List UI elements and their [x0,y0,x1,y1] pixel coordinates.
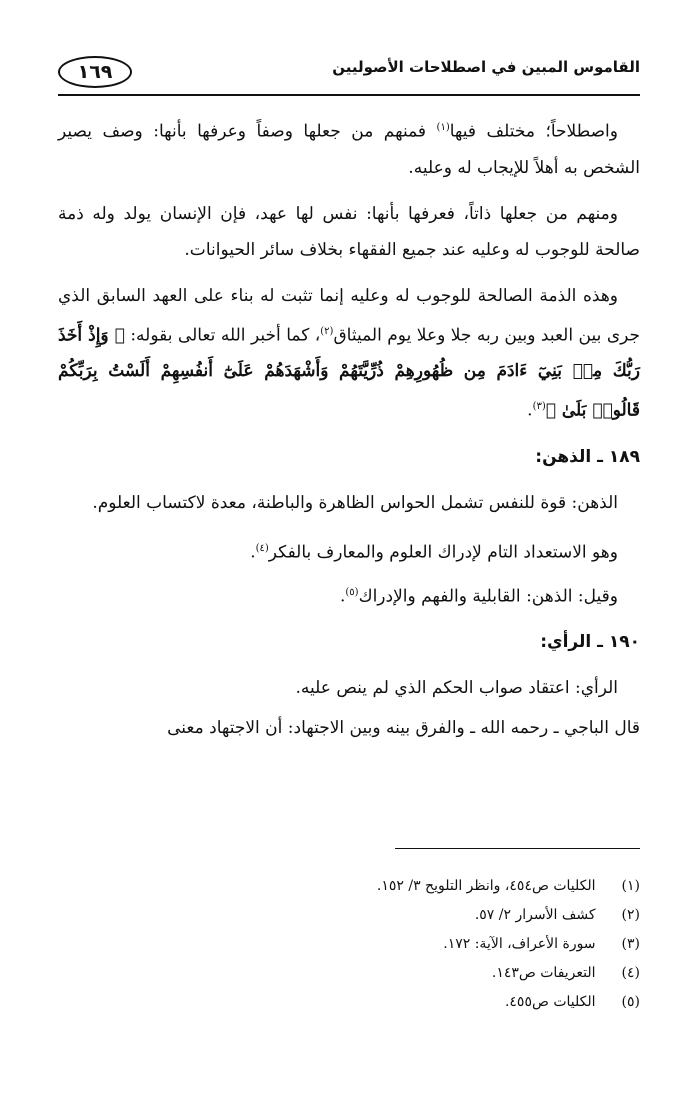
footnotes [58,872,640,1017]
footnote-number: (٤) [621,965,640,981]
paragraph-5-text: وهو الاستعداد التام لإدراك العلوم والمعارف بالفكر [268,542,618,563]
page-header [58,52,640,88]
footnote-text: سورة الأعراف، الآية: ١٧٢. [443,936,596,952]
paragraph-3-text: وهذه الذمة الصالحة للوجوب له وعليه إنما تثبت له بناء على العهد السابق الذي جرى بين العبد وبين ربه جلا وعلا يوم الميثاق [58,285,641,346]
quran-verse: ﴿ وَإِذْ أَخَذَ رَبُّكَ مِنۢ بَنِيٓ ءَادَمَ مِن ظُهُورِهِمْ ذُرِّيَّتَهُمْ وَأَشْهَدَهُمْ عَلَىٰٓ أَنفُسِهِمْ أَلَسْتُ بِرَبِّكُمْ قَالُوا۟ بَلَىٰ ﴾ [58,325,640,421]
paragraph-1-rest: فمنهم من جعلها وصفاً وعرفها بأنها: وصف يصير الشخص به أهلاً للإيجاب له وعليه. [58,121,640,178]
running-title: القاموس المبين في اصطلاحات الأصوليين [332,58,640,76]
paragraph-6 [58,575,640,615]
paragraph-5-end: . [250,542,256,563]
paragraph-1 [58,110,640,186]
paragraph-2: ومنهم من جعلها ذاتاً، فعرفها بأنها: نفس لها عهد، فإن الإنسان يولد وله ذمة صالحة للوجوب له وعليه عند جميع الفقهاء بخلاف سائر الحيوانات. [58,203,640,260]
footnote-text: الكليات ص٤٥٤، وانظر التلويح ٣/ ١٥٢. [376,878,596,894]
paragraph-6-text: وقيل: الذهن: القابلية والفهم والإدراك [358,586,618,607]
footnote-number: (٣) [621,936,640,952]
paragraph-8: قال الباجي ـ رحمه الله ـ والفرق بينه وبين الاجتهاد: أن الاجتهاد معنى [167,718,640,739]
footnote-text: الكليات ص٤٥٥. [504,994,596,1010]
footnote-item [58,872,640,901]
footnote-ref-4: (٤) [255,542,269,554]
footnote-item [58,901,640,930]
paragraph-4: الذهن: قوة للنفس تشمل الحواس الظاهرة والباطنة، معدة لاكتساب العلوم. [92,492,618,513]
entry-189-title: ١٨٩ ـ الذهن: [535,446,640,467]
footnote-number: (١) [621,878,640,894]
paragraph-6-end: . [339,586,346,607]
entry-190-title: ١٩٠ ـ الرأي: [540,632,640,653]
paragraph-1-text: واصطلاحاً؛ مختلف فيها [449,121,618,142]
main-text [58,110,640,756]
footnote-text: التعريفات ص١٤٣. [491,965,596,981]
footnote-number: (٥) [621,994,640,1010]
footnote-item [58,988,640,1017]
paragraph-3-end: . [527,400,533,421]
page-number: ١٦٩ [58,56,132,88]
footnote-number: (٢) [621,907,640,923]
paragraph-7: الرأي: اعتقاد صواب الحكم الذي لم ينص عليه. [295,678,618,699]
footnote-ref-1: (١) [436,122,450,133]
paragraph-3-text-b: ، كما أخبر الله تعالى بقوله: [124,325,321,346]
footnote-ref-5: (٥) [345,586,359,598]
footnote-rule [395,848,640,849]
header-rule [58,94,640,96]
paragraph-3 [58,278,640,429]
footnote-ref-2: (٢) [320,325,334,337]
footnote-text: كشف الأسرار ٢/ ٥٧. [474,907,596,923]
footnote-item [58,930,640,959]
footnote-item [58,959,640,988]
paragraph-5 [58,531,640,571]
footnote-ref-3: (٣) [532,401,546,413]
